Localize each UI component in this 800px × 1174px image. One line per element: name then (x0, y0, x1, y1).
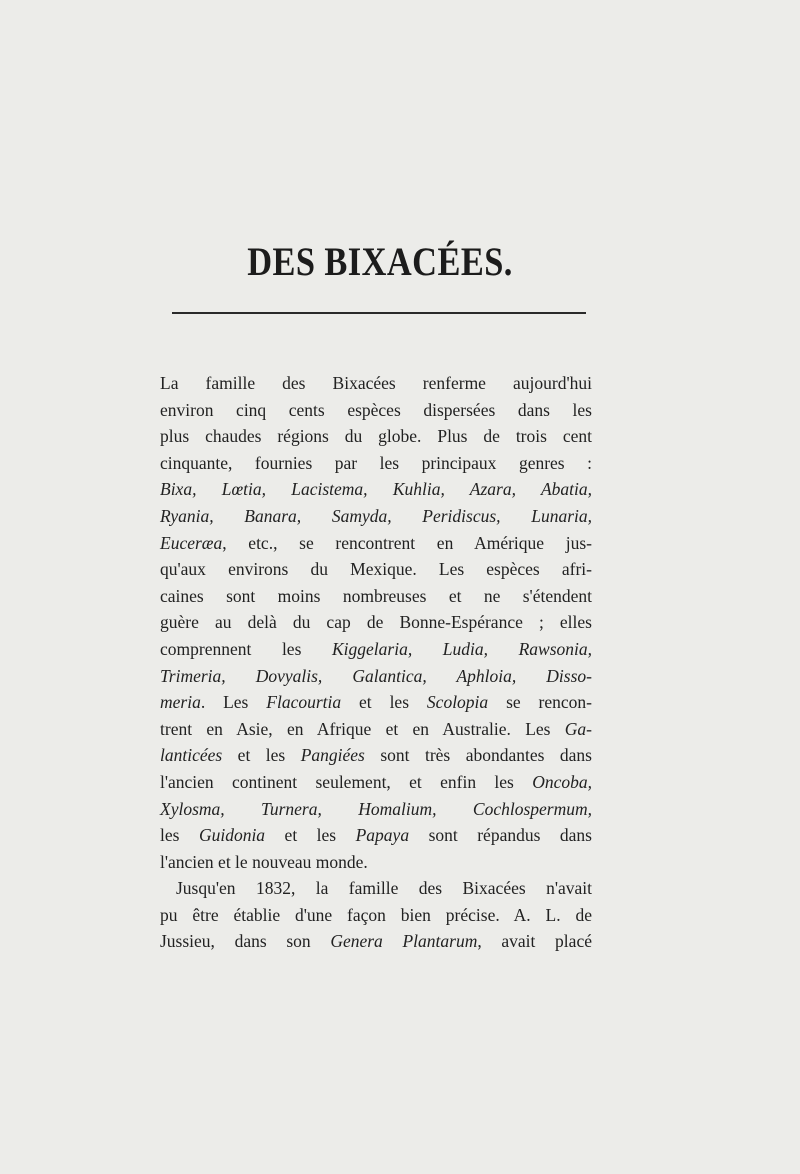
text-line (160, 609, 592, 636)
text-line (160, 503, 592, 530)
text-line (160, 397, 592, 424)
italic-text: Trimeria, Dovyalis, Galantica, Aphloia, Disso- (160, 665, 592, 686)
text-line (160, 450, 592, 477)
italic-text: Guidonia (198, 825, 266, 846)
text-segment: sont répandus dans (409, 825, 592, 846)
text-segment: . Les (200, 692, 267, 713)
text-line (160, 875, 592, 902)
text-line (160, 849, 592, 876)
italic-text: Papaya (355, 825, 410, 846)
text-segment: qu'aux environs du Mexique. Les espèces afri- (160, 559, 592, 580)
italic-text: Ga- (564, 718, 592, 739)
text-segment: , avait placé (477, 931, 592, 952)
text-segment: sont très abondantes dans (364, 745, 592, 766)
italic-text: Ryania, Banara, Samyda, Peridiscus, Lunaria, (160, 505, 592, 526)
italic-text: Euceræa (160, 532, 223, 553)
text-segment: et les (341, 692, 427, 713)
italic-text: meria (160, 692, 201, 713)
text-line (160, 423, 592, 450)
text-line (160, 556, 592, 583)
italic-text: Oncoba, (532, 771, 592, 792)
text-line (160, 796, 592, 823)
text-line (160, 583, 592, 610)
text-segment: cinquante, fournies par les principaux genres : (160, 452, 592, 473)
text-segment: Jussieu, dans son (160, 931, 331, 952)
text-line (160, 716, 592, 743)
text-segment: pu être établie d'une façon bien précise. A. L. de (160, 904, 592, 925)
italic-text: Scolopia (426, 692, 489, 713)
text-line (160, 370, 592, 397)
text-segment: les (160, 825, 199, 846)
italic-text: Kiggelaria, Ludia, Rawsonia, (331, 638, 593, 659)
italic-text: Xylosma, Turnera, Homalium, Cochlospermum, (160, 798, 592, 819)
text-segment: plus chaudes régions du globe. Plus de trois cent (160, 426, 592, 447)
text-segment: La famille des Bixacées renferme aujourd'hui (160, 373, 592, 393)
text-line (160, 822, 592, 849)
text-line (160, 902, 592, 929)
text-line (160, 636, 592, 663)
title-rule (172, 312, 586, 314)
text-line (160, 689, 592, 716)
text-line (160, 663, 592, 690)
italic-text: Genera Plantarum (330, 931, 478, 952)
italic-text: Flacourtia (266, 692, 342, 713)
text-line (160, 928, 592, 955)
text-segment: , etc., se rencontrent en Amérique jus- (222, 532, 592, 553)
text-line (160, 530, 592, 557)
text-segment: et les (265, 825, 356, 846)
text-segment: Jusqu'en 1832, la famille des Bixacées n'avait (176, 878, 592, 899)
text-line (160, 769, 592, 796)
text-segment: caines sont moins nombreuses et ne s'étendent (160, 585, 592, 606)
italic-text: lanticées (160, 745, 223, 766)
text-segment: l'ancien continent seulement, et enfin les (160, 771, 533, 792)
text-segment: environ cinq cents espèces dispersées dans les (160, 399, 592, 420)
text-segment: se rencon- (488, 692, 592, 713)
text-line (160, 476, 592, 503)
body-text (160, 370, 592, 955)
chapter-title: DES BIXACÉES. (247, 239, 513, 284)
text-line (160, 742, 592, 769)
text-segment: et les (222, 745, 301, 766)
text-segment: trent en Asie, en Afrique et en Australie. Les (160, 718, 565, 739)
text-segment: guère au delà du cap de Bonne-Espérance ; elles (160, 612, 592, 633)
text-segment: l'ancien et le nouveau monde. (160, 851, 368, 872)
italic-text: Pangiées (300, 745, 365, 766)
italic-text: Bixa, Lœtia, Lacistema, Kuhlia, Azara, Abatia, (160, 479, 592, 500)
text-segment: comprennent les (160, 638, 332, 659)
